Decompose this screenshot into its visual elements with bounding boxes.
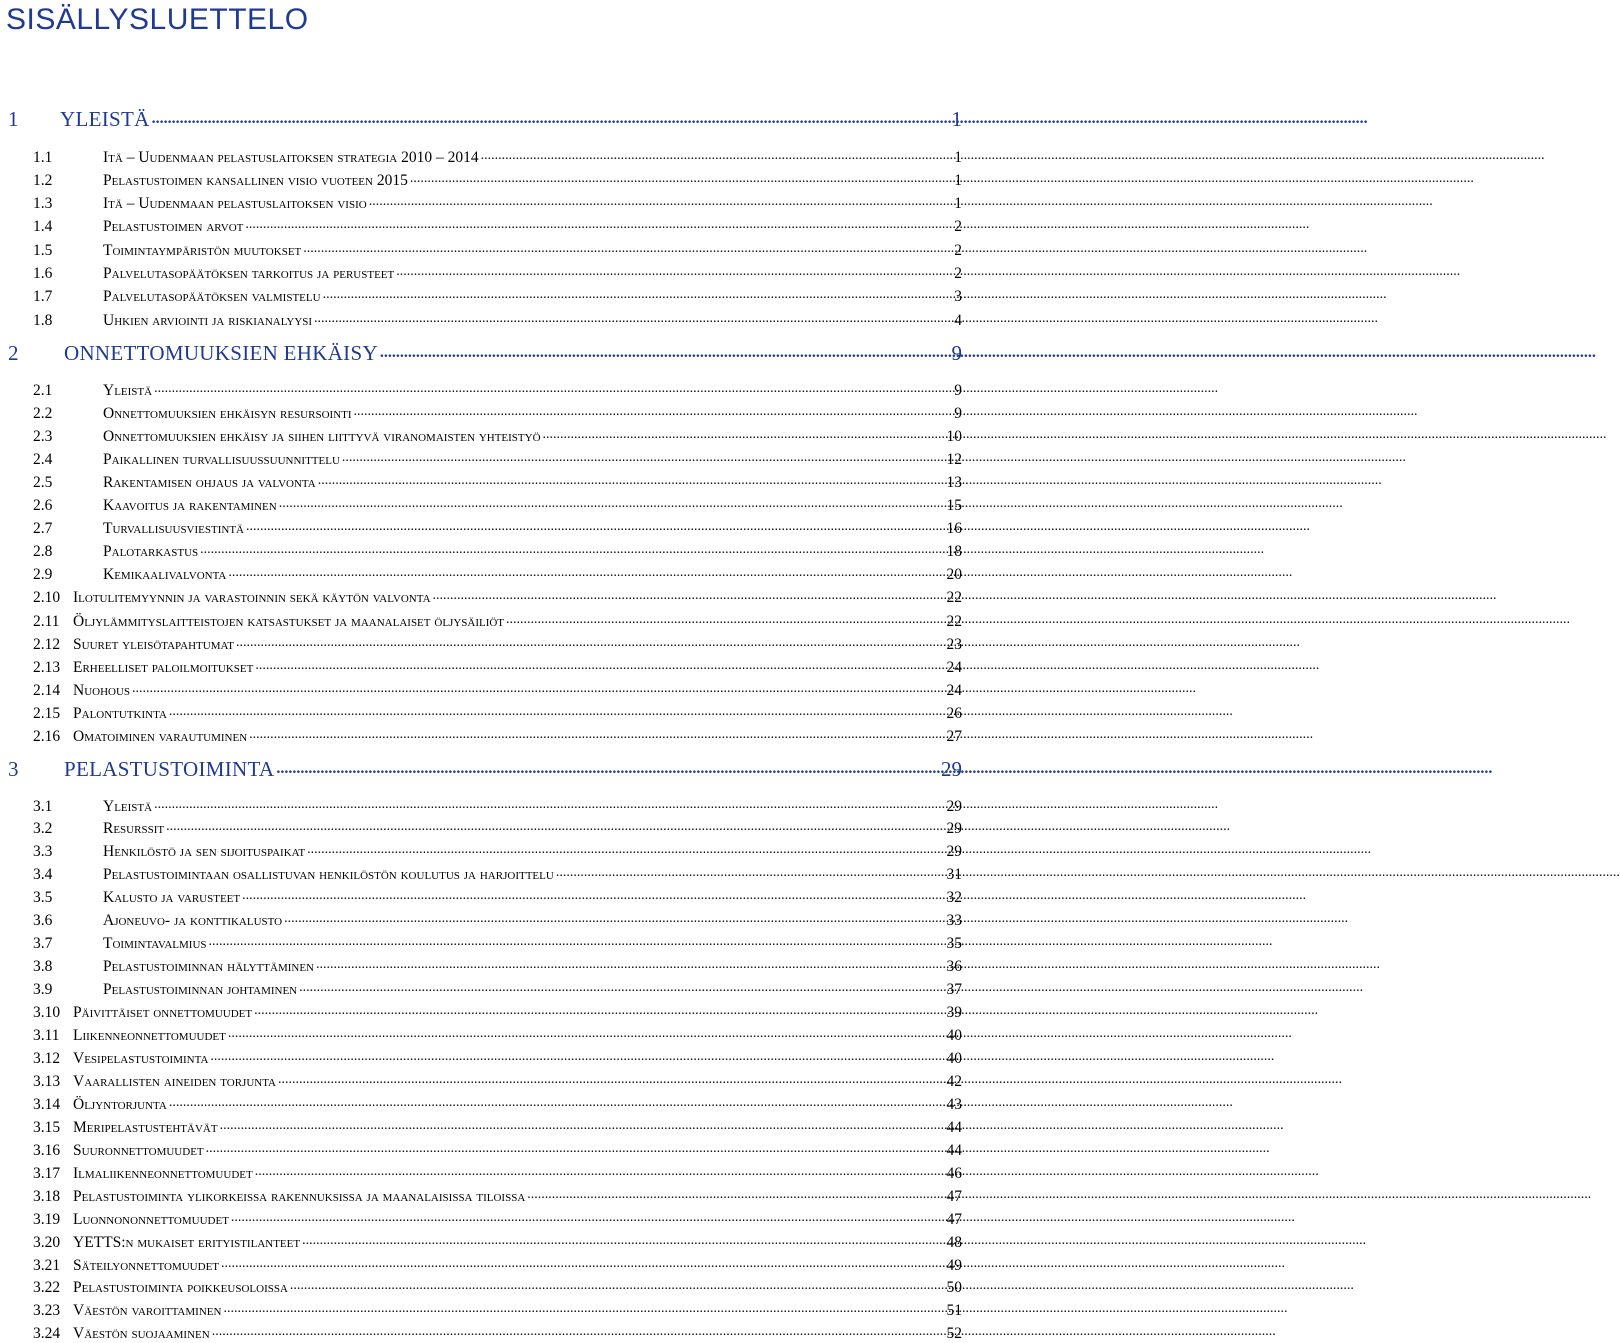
section-title: Öljyntorjunta: [73, 1095, 167, 1113]
page-title: SISÄLLYSLUETTELO: [6, 3, 309, 36]
dot-leader: [302, 1231, 944, 1247]
section-page-number: 27: [946, 728, 962, 745]
section-number: 2.14: [33, 681, 61, 699]
section-title: Palvelutasopäätöksen tarkoitus ja perusteet: [103, 265, 395, 282]
toc-section-entry[interactable]: [0, 471, 962, 492]
toc-section-entry[interactable]: [0, 1025, 962, 1046]
section-page-number: 24: [946, 658, 962, 676]
section-title: Ajoneuvo- ja konttikalusto: [103, 912, 283, 930]
section-title: Toimintavalmius: [103, 935, 207, 953]
section-page-number: 18: [946, 543, 962, 561]
dot-leader: [200, 541, 944, 557]
toc-section-entry[interactable]: [0, 933, 962, 954]
section-number: 3.24: [33, 1325, 61, 1343]
toc-section-entry[interactable]: [0, 1093, 962, 1114]
chapter-page-number: 29: [941, 757, 962, 781]
dot-leader: [396, 263, 952, 279]
dot-leader: [221, 1254, 944, 1270]
section-title: Väestön suojaaminen: [73, 1325, 210, 1343]
dot-leader: [206, 1139, 945, 1155]
toc-section-entry[interactable]: [0, 564, 962, 585]
dot-leader: [481, 146, 953, 162]
section-page-number: 36: [946, 958, 962, 976]
dot-leader: [169, 702, 945, 718]
section-page-number: 48: [946, 1233, 962, 1251]
dot-leader: [284, 910, 944, 926]
section-title: Resurssit: [103, 820, 165, 838]
section-number: 1.1: [33, 148, 53, 166]
toc-section-entry[interactable]: [0, 448, 962, 469]
section-page-number: 20: [946, 566, 962, 584]
section-number: 1.5: [33, 241, 53, 259]
toc-section-entry[interactable]: [0, 1047, 962, 1068]
section-number: 1.6: [33, 265, 53, 282]
section-number: 2.5: [33, 473, 53, 491]
toc-section-entry[interactable]: [0, 309, 962, 330]
dot-leader: [276, 755, 939, 776]
section-page-number: 51: [946, 1302, 962, 1320]
section-title: Palotarkastus: [103, 543, 199, 561]
section-number: 2.15: [33, 704, 61, 722]
section-number: 2.2: [33, 404, 53, 422]
section-page-number: 26: [946, 704, 962, 722]
dot-leader: [132, 679, 944, 695]
toc-section-entry[interactable]: [0, 169, 962, 190]
dot-leader: [354, 402, 953, 418]
toc-section-entry[interactable]: [0, 1277, 962, 1298]
section-title: Onnettomuuksien ehkäisyn resursointi: [103, 404, 352, 422]
section-page-number: 44: [946, 1118, 962, 1136]
toc-section-entry[interactable]: [0, 726, 962, 747]
section-page-number: 47: [946, 1210, 962, 1228]
toc-section-entry[interactable]: [0, 1070, 962, 1091]
dot-leader: [410, 169, 952, 185]
dot-leader: [220, 1116, 945, 1132]
dot-leader: [236, 633, 945, 649]
toc-section-entry[interactable]: [0, 1162, 962, 1183]
section-page-number: 2: [954, 241, 962, 259]
section-page-number: 1: [954, 148, 962, 166]
section-title: Ilmaliikenneonnettomuudet: [73, 1164, 253, 1182]
dot-leader: [254, 1002, 944, 1018]
section-page-number: 2: [954, 218, 962, 236]
section-title: Öljylämmityslaitteistojen katsastukset ja maanalaiset öljysäiliöt: [73, 612, 505, 630]
dot-leader: [249, 726, 944, 742]
section-title: Luonnononnettomuudet: [73, 1210, 229, 1228]
toc-section-entry[interactable]: [0, 1300, 962, 1321]
section-page-number: 33: [946, 912, 962, 930]
toc-section-entry[interactable]: [0, 286, 962, 307]
dot-leader: [433, 587, 945, 603]
section-page-number: 15: [946, 497, 962, 514]
section-title: Pelastustoiminta ylikorkeissa rakennuksissa ja maanalaisissa tiloissa: [73, 1187, 526, 1205]
section-title: Pelastustoimintaan osallistuvan henkilöstön koulutus ja harjoittelu: [103, 866, 554, 884]
chapter-number: 1: [8, 107, 19, 131]
section-page-number: 46: [946, 1164, 962, 1182]
section-page-number: 23: [946, 635, 962, 653]
dot-leader: [152, 105, 950, 126]
section-title: Pelastustoimen arvot: [103, 218, 244, 236]
chapter-title: YLEISTÄ: [60, 107, 150, 131]
section-number: 1.3: [33, 195, 53, 213]
dot-leader: [255, 656, 944, 672]
toc-section-entry[interactable]: [0, 239, 962, 260]
section-number: 3.3: [33, 843, 53, 861]
chapter-page-number: 9: [951, 341, 962, 365]
section-number: 2.12: [33, 635, 61, 653]
section-title: Päivittäiset onnettomuudet: [73, 1004, 253, 1022]
section-number: 3.5: [33, 889, 53, 907]
section-number: 2.3: [33, 427, 53, 445]
section-number: 3.8: [33, 958, 53, 976]
section-page-number: 43: [946, 1095, 962, 1113]
section-title: Ilotulitemyynnin ja varastoinnin sekä käytön valvonta: [73, 589, 431, 607]
section-title: Uhkien arviointi ja riskianalyysi: [103, 311, 313, 329]
dot-leader: [154, 795, 944, 811]
toc-section-entry[interactable]: [0, 216, 962, 237]
section-number: 2.11: [33, 612, 60, 630]
section-number: 2.7: [33, 520, 53, 538]
toc-section-entry[interactable]: [0, 541, 962, 562]
dot-leader: [169, 1093, 945, 1109]
section-number: 1.2: [33, 171, 53, 189]
section-number: 3.9: [33, 981, 53, 999]
section-title: Palvelutasopäätöksen valmistelu: [103, 288, 321, 306]
section-title: Pelastustoiminnan johtaminen: [103, 981, 298, 999]
dot-leader: [506, 610, 944, 626]
toc-section-entry[interactable]: [0, 610, 962, 631]
toc-section-entry[interactable]: [0, 679, 962, 700]
section-number: 2.13: [33, 658, 61, 676]
toc-section-entry[interactable]: [0, 818, 962, 839]
section-page-number: 39: [946, 1004, 962, 1022]
dot-leader: [323, 286, 953, 302]
section-title: Itä – Uudenmaan pelastuslaitoksen visio: [103, 195, 367, 213]
toc-chapter-entry[interactable]: [0, 105, 962, 132]
section-title: Vesipelastustoiminta: [73, 1049, 209, 1067]
section-number: 2.8: [33, 543, 53, 561]
toc-section-entry[interactable]: [0, 841, 962, 862]
section-title: Väestön varoittaminen: [73, 1302, 222, 1320]
dot-leader: [231, 1208, 945, 1224]
dot-leader: [242, 887, 944, 903]
section-number: 1.4: [33, 218, 53, 236]
toc-section-entry[interactable]: [0, 146, 962, 167]
section-page-number: 12: [946, 450, 962, 468]
chapter-number: 3: [8, 757, 19, 781]
section-page-number: 52: [946, 1325, 962, 1343]
section-page-number: 40: [946, 1027, 962, 1044]
section-title: Toimintaympäristön muutokset: [103, 241, 302, 259]
section-number: 2.1: [33, 381, 53, 399]
section-number: 3.20: [33, 1233, 61, 1251]
section-page-number: 22: [946, 612, 962, 630]
section-page-number: 24: [946, 681, 962, 699]
section-page-number: 9: [954, 381, 962, 399]
toc-section-entry[interactable]: [0, 1208, 962, 1229]
section-title: Suuret yleisötapahtumat: [73, 635, 234, 653]
section-number: 3.12: [33, 1049, 61, 1067]
section-page-number: 1: [954, 195, 962, 213]
section-title: Paikallinen turvallisuussuunnittelu: [103, 450, 340, 468]
dot-leader: [209, 933, 945, 949]
dot-leader: [228, 564, 944, 580]
section-title: Erheelliset paloilmoitukset: [73, 658, 254, 676]
section-number: 2.6: [33, 497, 53, 514]
section-title: Yleistä: [103, 381, 153, 399]
section-number: 3.10: [33, 1004, 61, 1022]
toc-section-entry[interactable]: [0, 1002, 962, 1023]
section-number: 2.9: [33, 566, 53, 584]
section-title: Yleistä: [103, 797, 153, 815]
toc-section-entry[interactable]: [0, 910, 962, 931]
section-page-number: 49: [946, 1256, 962, 1274]
section-title: Pelastustoiminta poikkeusoloissa: [73, 1279, 288, 1297]
section-number: 2.16: [33, 728, 61, 745]
section-page-number: 4: [954, 311, 962, 329]
section-title: Nuohous: [73, 681, 131, 699]
section-page-number: 9: [954, 404, 962, 422]
section-page-number: 50: [946, 1279, 962, 1297]
chapter-number: 2: [8, 341, 19, 365]
section-title: Kaavoitus ja rakentaminen: [103, 497, 277, 514]
dot-leader: [228, 1025, 945, 1041]
toc-section-entry[interactable]: [0, 263, 962, 284]
toc-section-entry[interactable]: [0, 1185, 962, 1206]
section-page-number: 40: [946, 1049, 962, 1067]
section-title: Meripelastustehtävät: [73, 1118, 218, 1136]
section-page-number: 2: [954, 265, 962, 282]
section-page-number: 10: [946, 427, 962, 445]
section-page-number: 44: [946, 1141, 962, 1159]
section-page-number: 29: [946, 843, 962, 861]
section-number: 3.7: [33, 935, 53, 953]
dot-leader: [342, 448, 945, 464]
section-number: 3.18: [33, 1187, 61, 1205]
toc-section-entry[interactable]: [0, 702, 962, 723]
section-page-number: 13: [946, 473, 962, 491]
toc-section-entry[interactable]: [0, 402, 962, 423]
section-number: 3.15: [33, 1118, 61, 1136]
dot-leader: [380, 339, 950, 360]
dot-leader: [303, 239, 952, 255]
section-page-number: 3: [954, 288, 962, 306]
section-title: Henkilöstö ja sen sijoituspaikat: [103, 843, 306, 861]
section-number: 2.10: [33, 589, 61, 607]
section-title: Omatoiminen varautuminen: [73, 728, 248, 745]
toc-section-entry[interactable]: [0, 979, 962, 1000]
section-number: 3.14: [33, 1095, 61, 1113]
section-page-number: 29: [946, 820, 962, 838]
toc-section-entry[interactable]: [0, 1139, 962, 1160]
toc-section-entry[interactable]: [0, 633, 962, 654]
toc-section-entry[interactable]: [0, 379, 962, 400]
section-title: Palontutkinta: [73, 704, 167, 722]
section-title: Rakentamisen ohjaus ja valvonta: [103, 473, 316, 491]
toc-section-entry[interactable]: [0, 1254, 962, 1275]
section-number: 3.6: [33, 912, 53, 930]
section-number: 3.13: [33, 1072, 61, 1090]
section-page-number: 47: [946, 1187, 962, 1205]
section-page-number: 31: [946, 866, 962, 884]
section-page-number: 1: [954, 171, 962, 189]
section-page-number: 37: [946, 981, 962, 999]
toc-section-entry[interactable]: [0, 864, 962, 885]
chapter-title: ONNETTOMUUKSIEN EHKÄISY: [64, 341, 378, 365]
section-number: 3.22: [33, 1279, 61, 1297]
dot-leader: [212, 1323, 945, 1339]
section-title: Onnettomuuksien ehkäisy ja siihen liittyvä viranomaisten yhteistyö: [103, 427, 541, 445]
dot-leader: [246, 518, 945, 534]
section-number: 3.19: [33, 1210, 61, 1228]
section-number: 2.4: [33, 450, 53, 468]
dot-leader: [299, 979, 944, 995]
section-title: Säteilyonnettomuudet: [73, 1256, 220, 1274]
toc-section-entry[interactable]: [0, 587, 962, 608]
section-page-number: 22: [946, 589, 962, 607]
dot-leader: [307, 841, 944, 857]
section-title: Turvallisuusviestintä: [103, 520, 244, 538]
toc-section-entry[interactable]: [0, 193, 962, 214]
section-title: Kemikaalivalvonta: [103, 566, 227, 584]
dot-leader: [318, 471, 945, 487]
section-number: 3.2: [33, 820, 53, 838]
dot-leader: [316, 956, 944, 972]
section-title: Pelastustoimen kansallinen visio vuoteen 2015: [103, 171, 408, 189]
section-number: 3.4: [33, 866, 53, 884]
section-title: Itä – Uudenmaan pelastuslaitoksen strategia 2010 – 2014: [103, 148, 479, 166]
section-page-number: 35: [946, 935, 962, 953]
toc-section-entry[interactable]: [0, 1231, 962, 1252]
dot-leader: [210, 1047, 944, 1063]
dot-leader: [556, 864, 945, 880]
toc-section-entry[interactable]: [0, 795, 962, 816]
section-title: Kalusto ja varusteet: [103, 889, 241, 907]
section-number: 3.16: [33, 1141, 61, 1159]
toc-section-entry[interactable]: [0, 1323, 962, 1343]
section-number: 3.1: [33, 797, 53, 815]
section-title: Vaarallisten aineiden torjunta: [73, 1072, 277, 1090]
chapter-page-number: 1: [951, 107, 962, 131]
section-number: 3.11: [33, 1027, 60, 1044]
section-page-number: 16: [946, 520, 962, 538]
toc-section-entry[interactable]: [0, 518, 962, 539]
chapter-title: PELASTUSTOIMINTA: [64, 757, 275, 781]
toc-chapter-entry[interactable]: [0, 755, 962, 782]
toc-section-entry[interactable]: [0, 425, 962, 446]
section-page-number: 42: [946, 1072, 962, 1090]
toc-section-entry[interactable]: [0, 495, 962, 516]
dot-leader: [543, 425, 945, 441]
section-number: 3.23: [33, 1302, 61, 1320]
section-number: 3.21: [33, 1256, 61, 1274]
toc-section-entry[interactable]: [0, 656, 962, 677]
toc-chapter-entry[interactable]: [0, 339, 962, 366]
dot-leader: [290, 1277, 945, 1293]
section-title: Liikenneonnettomuudet: [73, 1027, 226, 1044]
dot-leader: [314, 309, 952, 325]
dot-leader: [154, 379, 952, 395]
dot-leader: [278, 1070, 944, 1086]
dot-leader: [255, 1162, 945, 1178]
dot-leader: [166, 818, 944, 834]
toc-section-entry[interactable]: [0, 956, 962, 977]
dot-leader: [527, 1185, 944, 1201]
section-title: YETTS:n mukaiset erityistilanteet: [73, 1233, 301, 1251]
section-page-number: 29: [946, 797, 962, 815]
dot-leader: [223, 1300, 944, 1316]
dot-leader: [279, 495, 945, 511]
section-number: 3.17: [33, 1164, 61, 1182]
toc-section-entry[interactable]: [0, 887, 962, 908]
section-title: Suuronnettomuudet: [73, 1141, 204, 1159]
section-title: Pelastustoiminnan hälyttäminen: [103, 958, 315, 976]
section-page-number: 32: [946, 889, 962, 907]
section-number: 1.8: [33, 311, 53, 329]
dot-leader: [245, 216, 952, 232]
dot-leader: [369, 193, 953, 209]
section-number: 1.7: [33, 288, 53, 306]
toc-section-entry[interactable]: [0, 1116, 962, 1137]
